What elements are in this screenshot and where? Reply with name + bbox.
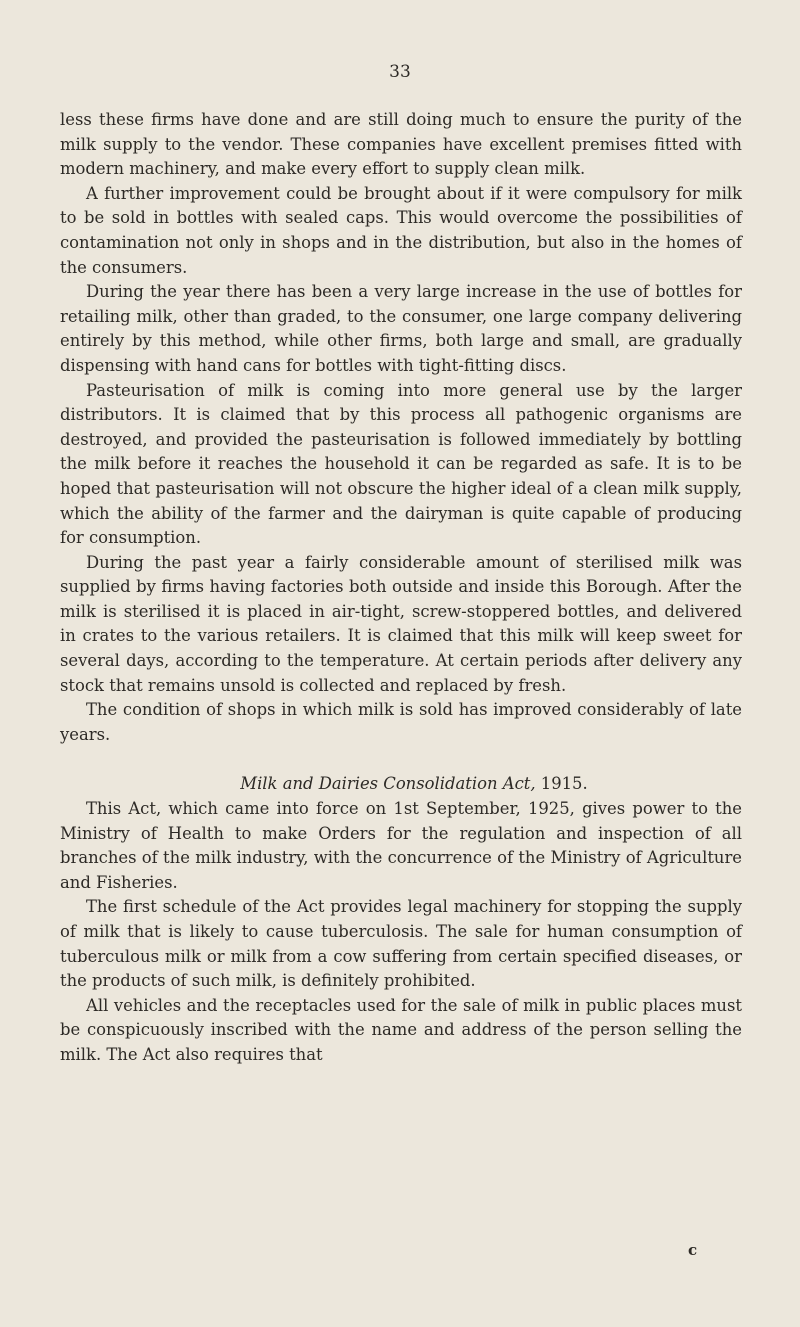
section-heading-title: Milk and Dairies Consolidation Act, [240,774,536,794]
paragraph-first-schedule: The first schedule of the Act provides legal machinery for stopping the supply of milk that is likely to cause tuberculosis. The sale for human consumption of tuberculous milk or milk from a cow suffering from certain specified diseases, or the products of such milk, is definitely prohibited. [60,897,742,991]
section-heading-year: 1915. [540,774,588,794]
paragraph-sealed-caps: A further improvement could be brought about if it were compulsory for milk to be sold in bottles with sealed caps. This would overcome the possibilities of contamination not only in shops and in the distribution, but also in the homes of the consumers. [60,183,742,277]
paragraph-continuation: less these firms have done and are still doing much to ensure the purity of the milk supply to the vendor. These companies have excellent premises fitted with modern machinery, and make every effort to supply clean milk. [60,110,742,179]
paragraph-pasteurisation: Pasteurisation of milk is coming into more general use by the larger distributors. It is claimed that by this process all pathogenic organisms are destroyed, and provided the pasteurisation is followed immediately by bottling the milk before it reaches the household it can be regarded as safe. It is to be hoped that pasteurisation will not obscure the higher ideal of a clean milk supply, which the ability of the farmer and the dairyman is quite capable of producing for consumption. [60,380,742,548]
signature-mark: c [688,1241,698,1259]
paragraph-act-introduction: This Act, which came into force on 1st September, 1925, gives power to the Ministry of Health to make Orders for the regulation and inspection of all branches of the milk industry, with the concurrence of the Ministry of Agriculture and Fisheries. [60,799,742,892]
paragraph-shop-condition: The condition of shops in which milk is sold has improved considerably of late years. [60,700,742,744]
paragraph-sterilised-milk: During the past year a fairly considerable amount of sterilised milk was supplied by firms having factories both outside and inside this Borough. After the milk is sterilised it is placed in air-tight, screw-stoppered bottles, and delivered in crates to the various retailers. It is claimed that this milk will keep sweet for several days, according to the temperature. At certain periods after delivery any stock that remains unsold is collected and replaced by fresh. [60,552,742,695]
page-number: 33 [389,62,411,82]
paragraph-bottles-increase: During the year there has been a very large increase in the use of bottles for retailing milk, other than graded, to the consumer, one large company delivering entirely by this method, while other firms, both large and small, are gradually dispensing with hand cans for bottles with tight-fitting discs. [60,282,742,375]
section-heading [60,772,742,797]
body-text [60,108,742,1068]
paragraph-vehicles: All vehicles and the receptacles used for the sale of milk in public places must be conspicuously inscribed with the name and address of the person selling the milk. The Act also requires that [60,995,742,1064]
